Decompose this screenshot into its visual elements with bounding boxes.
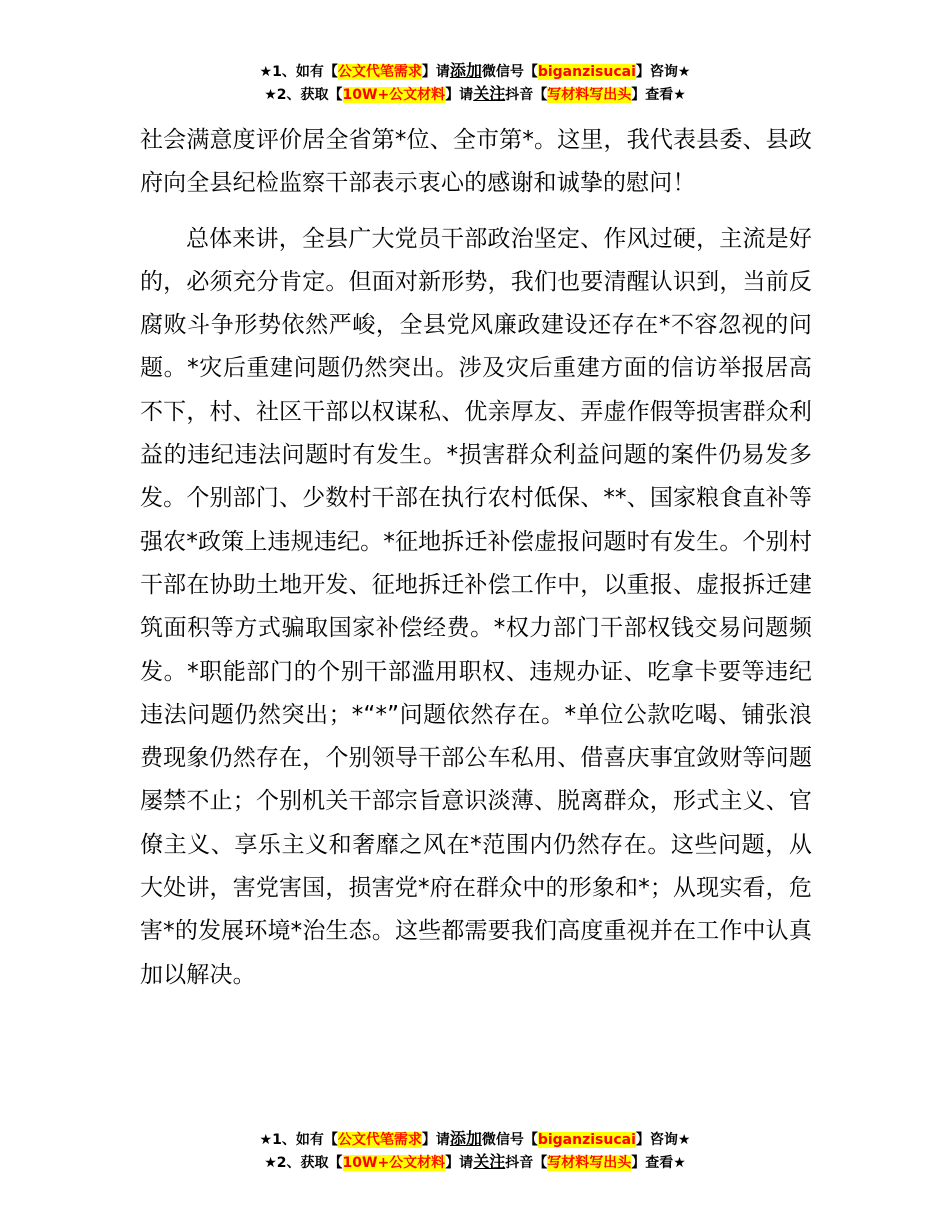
banner-text: 】查看	[631, 1155, 674, 1171]
star-icon: ★	[677, 64, 691, 80]
highlight-text: 10W+公文材料	[342, 1155, 446, 1171]
banner-text: 抖音【	[505, 1155, 548, 1171]
banner-text: 1、如有【	[272, 64, 338, 80]
banner-text: 1、如有【	[272, 1132, 338, 1148]
banner-text: 】查看	[631, 87, 674, 103]
underlined-text: 关注	[473, 1152, 506, 1171]
highlight-text: 公文代笔需求	[337, 64, 422, 80]
star-icon: ★	[673, 87, 686, 103]
banner-line-1	[0, 1128, 950, 1151]
highlight-text: biganzisucai	[537, 64, 636, 80]
highlight-text: 10W+公文材料	[342, 87, 446, 103]
star-icon: ★	[264, 87, 277, 103]
highlight-text: 公文代笔需求	[337, 1132, 422, 1148]
banner-text: 】请	[421, 1132, 450, 1148]
star-icon: ★	[264, 1155, 277, 1171]
document-body	[140, 119, 812, 997]
paragraph-continued: 社会满意度评价居全省第*位、全市第*。这里，我代表县委、县政府向全县纪检监察干部表示衷心的感谢和诚挚的慰问！	[140, 127, 812, 197]
banner-text: 】请	[421, 64, 450, 80]
banner-text: 】请	[445, 87, 474, 103]
underlined-text: 添加	[449, 61, 482, 80]
footer-banner	[0, 1128, 950, 1174]
banner-text: 】咨询	[635, 64, 678, 80]
paragraph-main: 总体来讲，全县广大党员干部政治坚定、作风过硬，主流是好的，必须充分肯定。但面对新形势，我们也要清醒认识到，当前反腐败斗争形势依然严峻，全县党风廉政建设还存在*不容忽视的问题。*灾后重建问题仍然突出。涉及灾后重建方面的信访举报居高不下，村、社区干部以权谋私、优亲厚友、弄虚作假等损害群众利益的违纪违法问题时有发生。*损害群众利益问题的案件仍易发多发。个别部门、少数村干部在执行农村低保、**、国家粮食直补等强农*政策上违规违纪。*征地拆迁补偿虚报问题时有发生。个别村干部在协助土地开发、征地拆迁补偿工作中，以重报、虚报拆迁建筑面积等方式骗取国家补偿经费。*权力部门干部权钱交易问题频发。*职能部门的个别干部滥用职权、违规办证、吃拿卡要等违纪违法问题仍然突出；*“*”问题依然存在。*单位公款吃喝、铺张浪费现象仍然存在，个别领导干部公车私用、借喜庆事宜敛财等问题屡禁不止；个别机关干部宗旨意识淡薄、脱离群众，形式主义、官僚主义、享乐主义和奢靡之风在*范围内仍然存在。这些问题，从大处讲，害党害国，损害党*府在群众中的形象和*；从现实看，危害*的发展环境*治生态。这些都需要我们高度重视并在工作中认真加以解决。	[140, 225, 812, 988]
banner-text: 微信号【	[481, 64, 538, 80]
star-icon: ★	[673, 1155, 686, 1171]
banner-text: 】请	[445, 1155, 474, 1171]
highlight-text: biganzisucai	[537, 1132, 636, 1148]
banner-text: 抖音【	[505, 87, 548, 103]
underlined-text: 关注	[473, 84, 506, 103]
star-icon: ★	[259, 64, 273, 80]
banner-line-2	[0, 83, 950, 106]
banner-line-1	[0, 60, 950, 83]
highlight-text: 写材料写出头	[547, 1155, 632, 1171]
underlined-text: 添加	[449, 1129, 482, 1148]
highlight-text: 写材料写出头	[547, 87, 632, 103]
star-icon: ★	[677, 1132, 691, 1148]
header-banner	[0, 60, 950, 106]
star-icon: ★	[259, 1132, 273, 1148]
banner-text: 微信号【	[481, 1132, 538, 1148]
banner-text: 2、获取【	[276, 1155, 343, 1171]
banner-text: 2、获取【	[276, 87, 343, 103]
banner-text: 】咨询	[635, 1132, 678, 1148]
banner-line-2	[0, 1151, 950, 1174]
